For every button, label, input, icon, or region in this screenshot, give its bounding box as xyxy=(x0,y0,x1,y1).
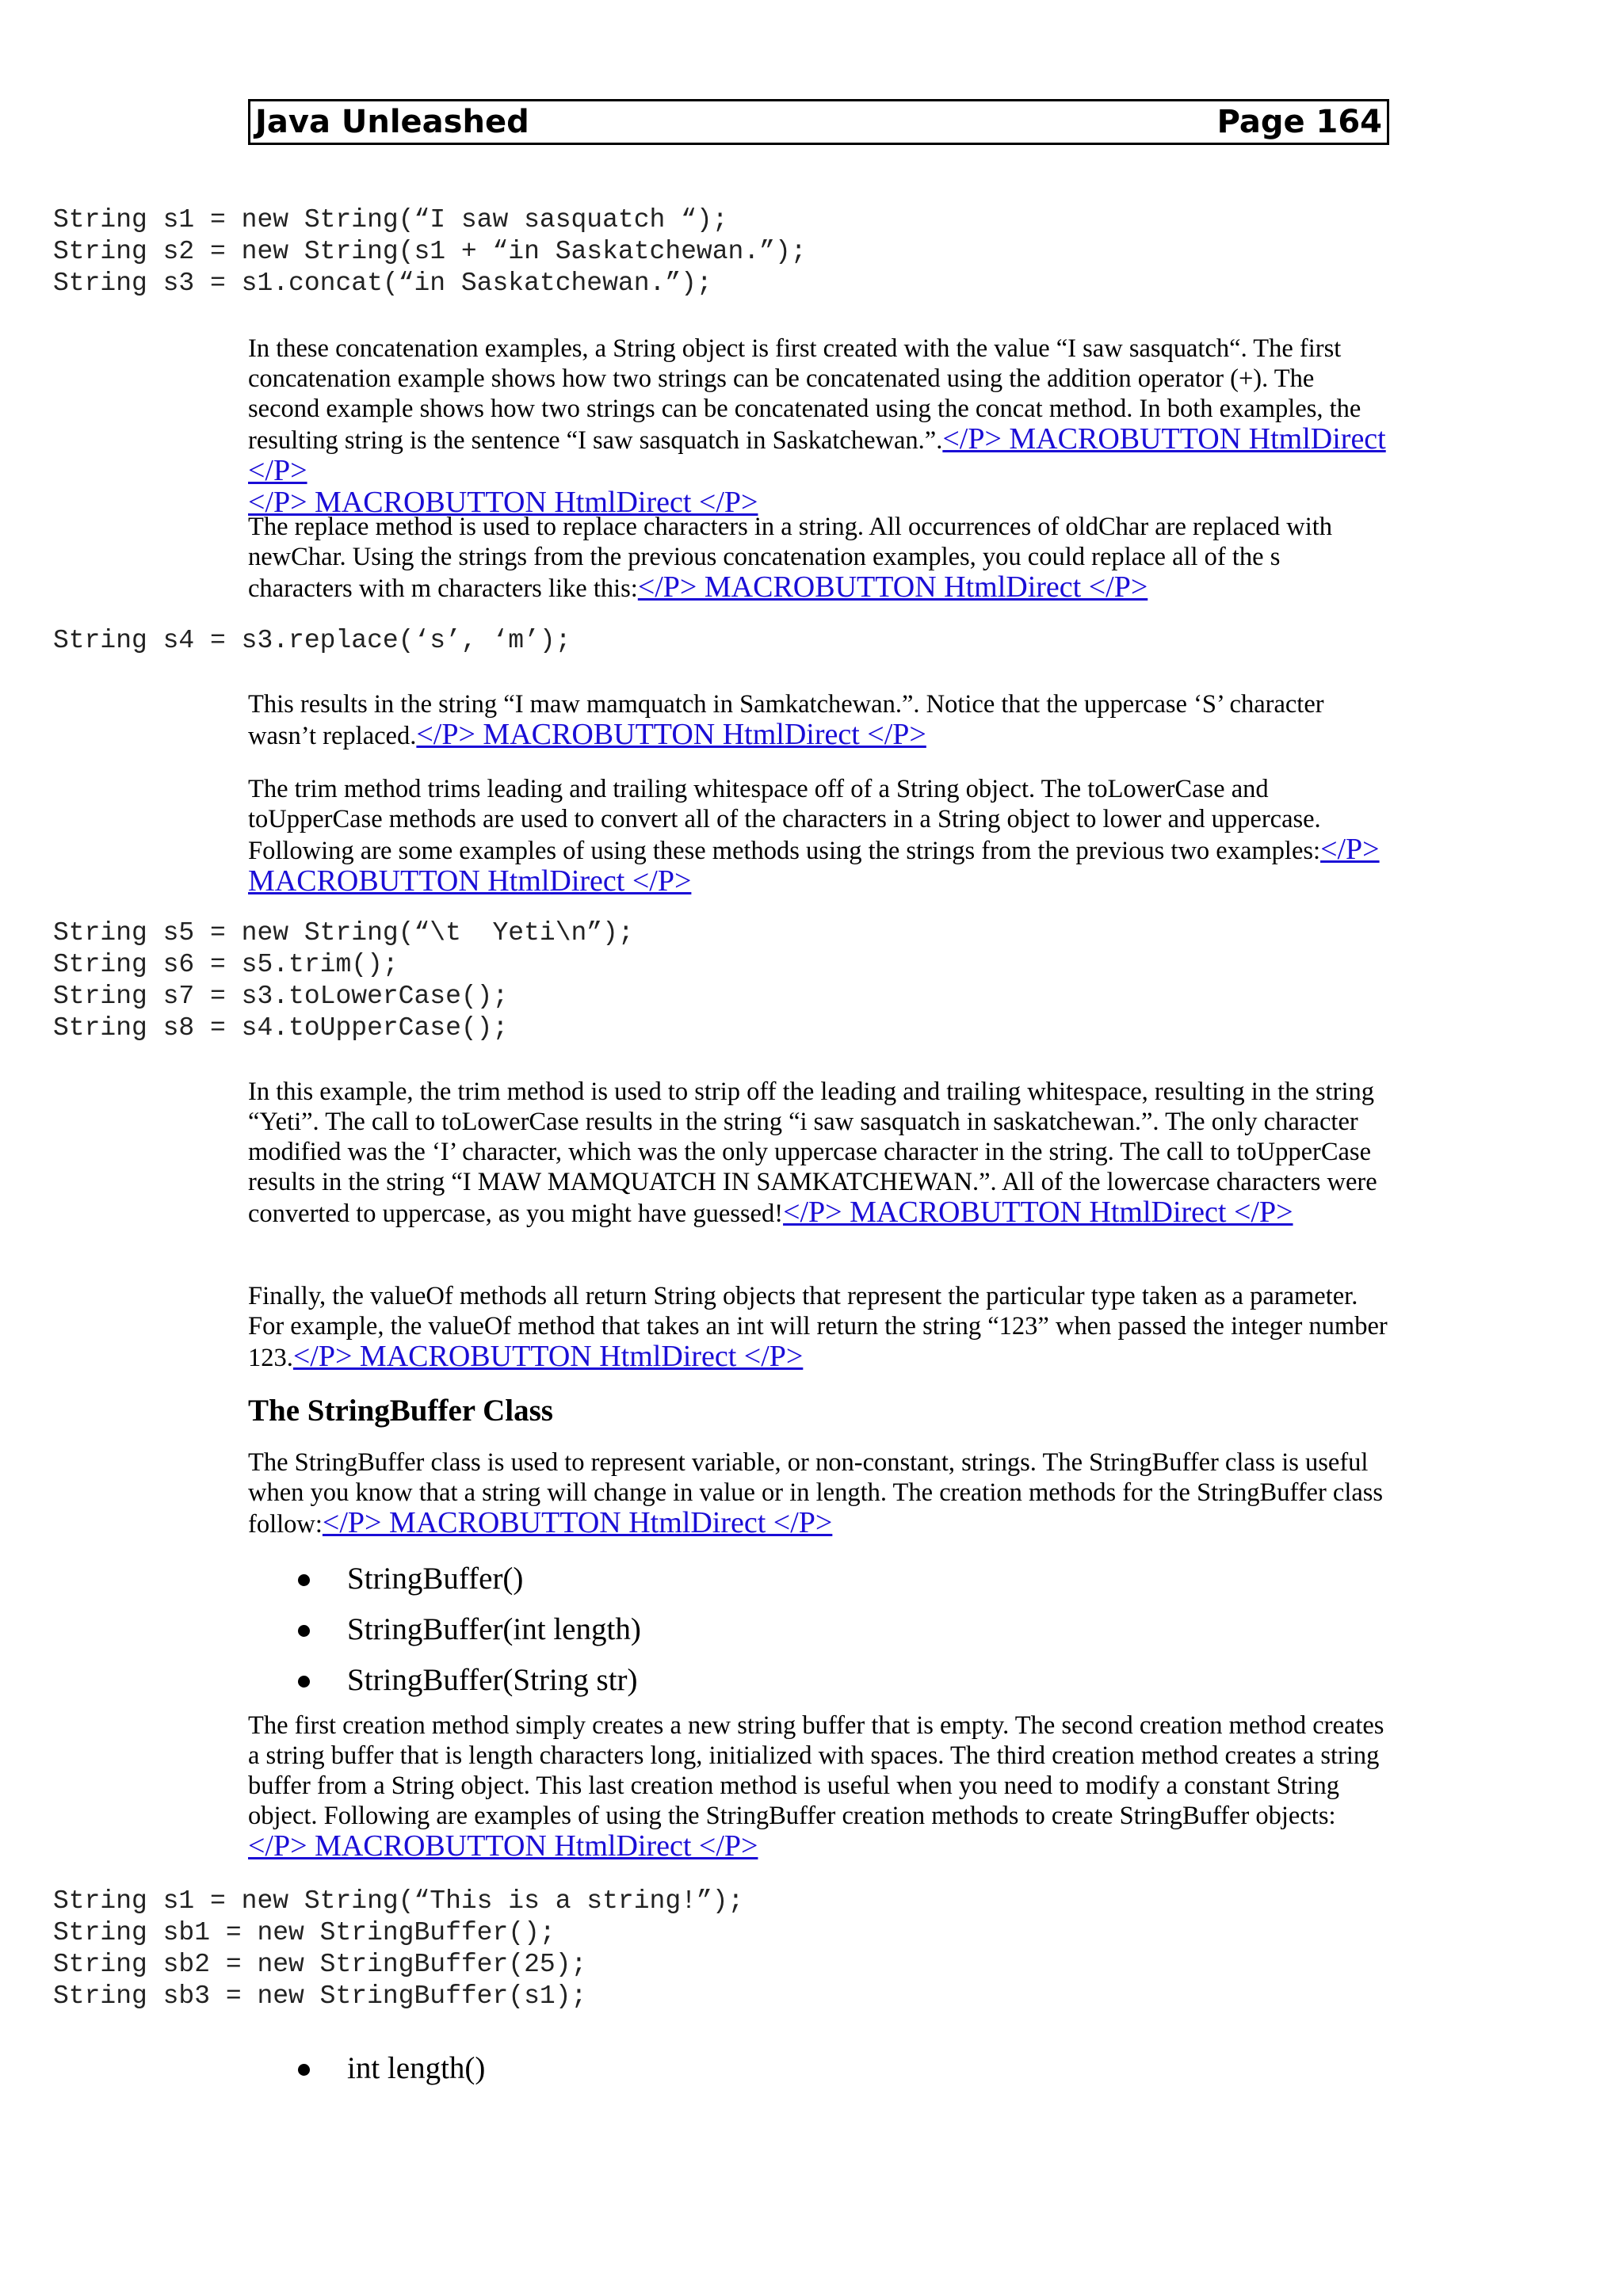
paragraph-creation-methods: The first creation method simply creates a new string buffer that is empty. The second creation method creates a string buffer that is length characters long, initialized with spaces. The third creation method creates a string buffer from a String object. This last creation method is useful when you need to modify a constant String object. Following are examples of using the StringBuffer creation methods to create StringBuffer objects:</P> MACROBUTTON HtmlDirect </P> xyxy=(248,1711,1384,1863)
bullet-icon xyxy=(298,2064,310,2076)
code-line: String s4 = s3.replace(‘s’, ‘m’); xyxy=(53,626,571,655)
code-line: String sb2 = new StringBuffer(25); xyxy=(53,1950,587,1979)
bullet-icon xyxy=(298,1574,310,1586)
method-list xyxy=(298,2043,485,2094)
bullet-icon xyxy=(298,1625,310,1637)
paragraph-trim-example: In this example, the trim method is used to strip off the leading and trailing whitespace, resulting in the string “Yeti”. The call to toLowerCase results in the string “i saw sasquatch in saskatchewan.”. The only character modified was the ‘I’ character, which was the only uppercase character in the string. The call to toUpperCase results in the string “I MAW MAMQUATCH IN SAMKATCHEWAN.”. All of the lowercase characters were converted to uppercase, as you might have guessed!</P> MACROBUTTON HtmlDirect </P> xyxy=(248,1077,1377,1229)
code-line: String s1 = new String(“This is a string!”); xyxy=(53,1886,744,1916)
constructor-list xyxy=(298,1554,641,1706)
code-block-trim xyxy=(53,917,634,1044)
page-header xyxy=(248,99,1389,145)
macrobutton-link[interactable]: </P> MACROBUTTON HtmlDirect </P> xyxy=(637,570,1148,604)
macrobutton-link[interactable]: </P> MACROBUTTON HtmlDirect </P> xyxy=(248,422,1386,487)
paragraph-valueof: Finally, the valueOf methods all return String objects that represent the particular type taken as a parameter. For example, the valueOf method that takes an int will return the string “123” when passed the integer number 123.</P> MACROBUTTON HtmlDirect </P> xyxy=(248,1282,1388,1373)
list-item: int length() xyxy=(298,2043,485,2094)
book-title: Java Unleashed xyxy=(255,104,529,140)
macrobutton-link[interactable]: </P> MACROBUTTON HtmlDirect </P> xyxy=(248,1829,758,1863)
paragraph-stringbuffer: The StringBuffer class is used to represent variable, or non-constant, strings. The StringBuffer class is useful when you know that a string will change in value or in length. The creation methods for the StringBuffer class follow:</P> MACROBUTTON HtmlDirect </P> xyxy=(248,1448,1384,1539)
paragraph-concatenation: In these concatenation examples, a String object is first created with the value “I saw sasquatch“. The first concatenation example shows how two strings can be concatenated using the addition operator (+). The second example shows how two strings can be concatenated using the concat method. In both examples, the resulting string is the sentence “I saw sasquatch in Saskatchewan.”.</P> MACROBUTTON HtmlDirect </P> </P> MACROBUTTON HtmlDirect </P> xyxy=(248,334,1386,519)
page-number: Page 164 xyxy=(1216,104,1382,140)
list-item: StringBuffer(String str) xyxy=(298,1655,641,1706)
section-heading: The StringBuffer Class xyxy=(248,1394,553,1428)
macrobutton-link[interactable]: </P> MACROBUTTON HtmlDirect </P> xyxy=(322,1506,833,1539)
list-item: StringBuffer(int length) xyxy=(298,1604,641,1655)
code-line: String s3 = s1.concat(“in Saskatchewan.”); xyxy=(53,269,712,298)
code-line: String sb1 = new StringBuffer(); xyxy=(53,1918,556,1947)
bullet-icon xyxy=(298,1676,310,1688)
macrobutton-link[interactable]: </P> MACROBUTTON HtmlDirect </P> xyxy=(292,1340,804,1373)
macrobutton-link[interactable]: </P> MACROBUTTON HtmlDirect </P> xyxy=(416,718,926,751)
paragraph-replace-result: This results in the string “I maw mamquatch in Samkatchewan.”. Notice that the uppercase ‘S’ character wasn’t replaced.</P> MACROBUTTON HtmlDirect </P> xyxy=(248,690,1324,751)
code-block-concat xyxy=(53,204,807,299)
paragraph-trim: The trim method trims leading and trailing whitespace off of a String object. The toLowerCase and toUpperCase methods are used to convert all of the characters in a String object to lower and uppercase. Following are some examples of using these methods using the strings from the previous two examples:</P> MACROBUTTON HtmlDirect </P> xyxy=(248,775,1380,898)
macrobutton-link[interactable]: </P> MACROBUTTON HtmlDirect </P> xyxy=(248,486,758,519)
code-line: String s8 = s4.toUpperCase(); xyxy=(53,1013,509,1043)
macrobutton-link[interactable]: </P> MACROBUTTON HtmlDirect </P> xyxy=(783,1196,1293,1229)
paragraph-replace: The replace method is used to replace characters in a string. All occurrences of oldChar are replaced with newChar. Using the strings from the previous concatenation examples, you could replace all of the s characters with m characters like this:</P> MACROBUTTON HtmlDirect </P> xyxy=(248,513,1333,604)
code-block-stringbuffer xyxy=(53,1886,743,2012)
code-line: String s5 = new String(“\t Yeti\n”); xyxy=(53,918,634,948)
code-line: String sb3 = new StringBuffer(s1); xyxy=(53,1981,587,2011)
code-line: String s6 = s5.trim(); xyxy=(53,950,399,979)
macrobutton-link[interactable]: </P> MACROBUTTON HtmlDirect </P> xyxy=(248,833,1380,898)
code-line: String s1 = new String(“I saw sasquatch “); xyxy=(53,205,728,235)
list-item: StringBuffer() xyxy=(298,1554,641,1604)
code-block-replace xyxy=(53,625,571,657)
code-line: String s7 = s3.toLowerCase(); xyxy=(53,982,509,1011)
code-line: String s2 = new String(s1 + “in Saskatchewan.”); xyxy=(53,237,807,266)
